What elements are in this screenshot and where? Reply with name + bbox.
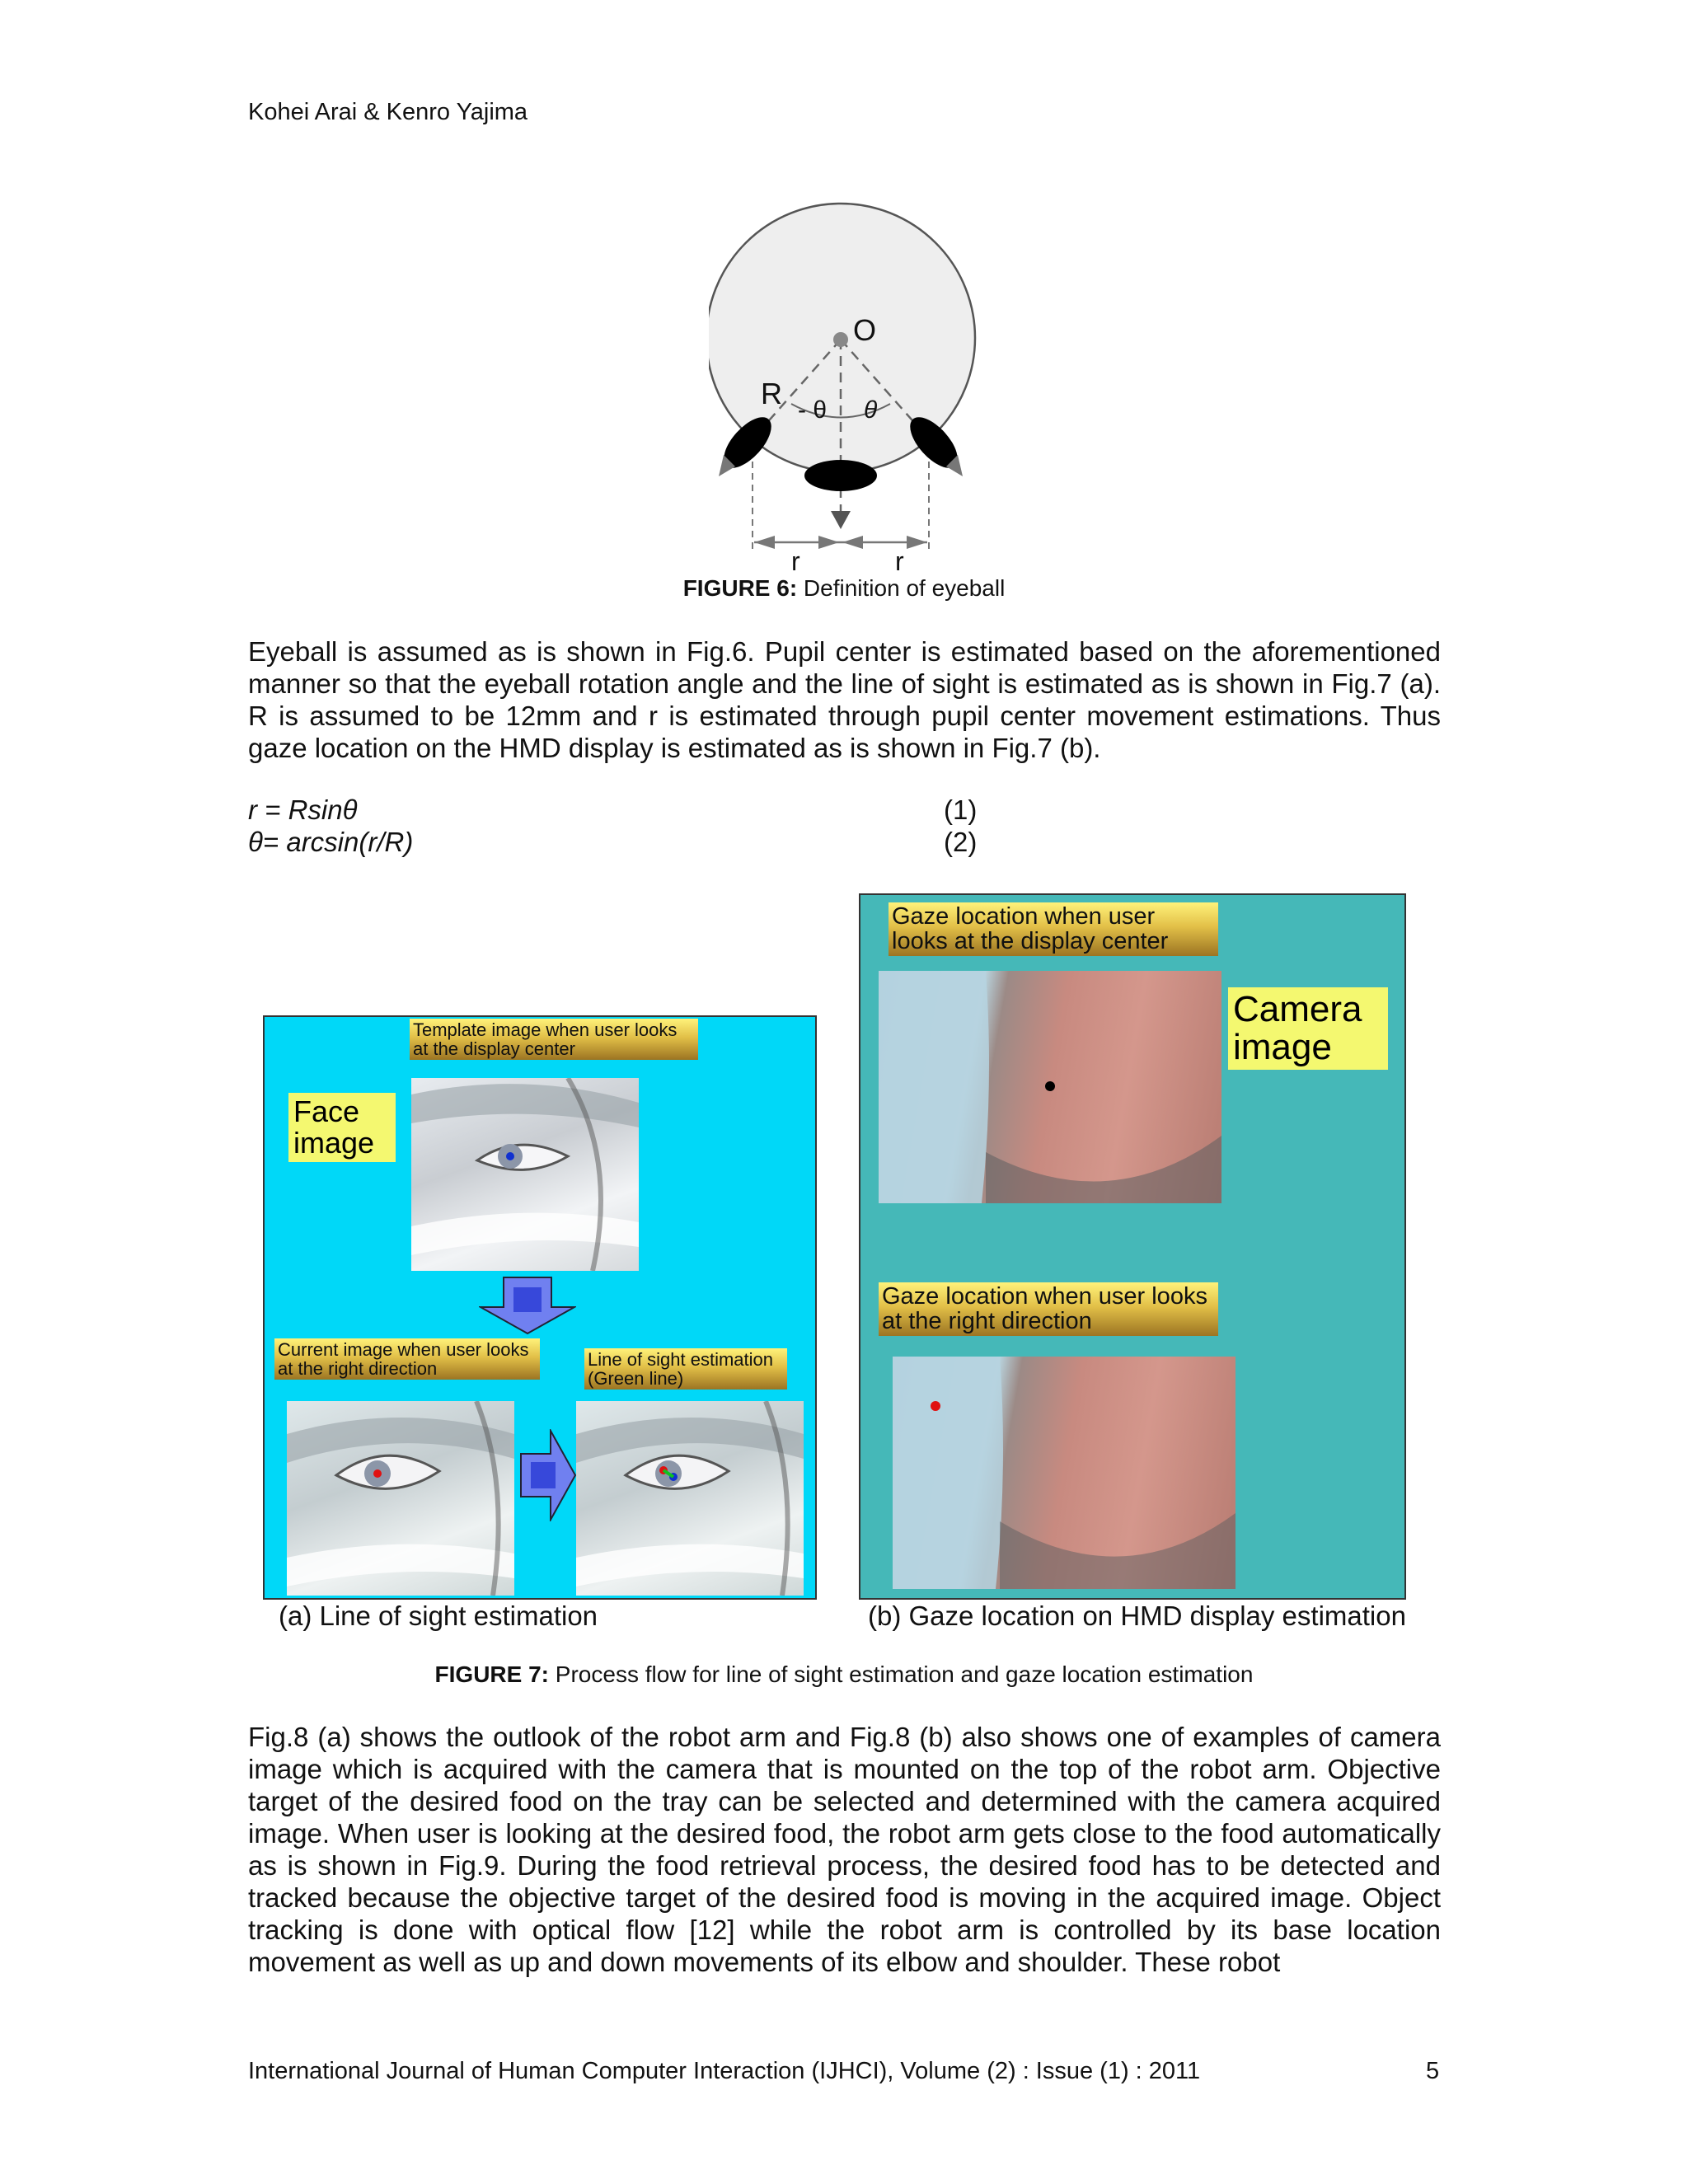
template-eye-photo — [411, 1078, 639, 1271]
figure7-caption: FIGURE 7: Process flow for line of sight estimation and gaze location estimation — [434, 1661, 1254, 1687]
paragraph-robot-arm: Fig.8 (a) shows the outlook of the robot arm and Fig.8 (b) also shows one of examples of camera image which is acquired with the camera that is mounted on the top of the robot arm. Objective target of the desired food on the tray can be selected and determined with the camera acquired image. When user is looking at the desired food, the robot arm gets close to the food automatically as is shown in Fig.9. During the food retrieval process, the desired food has to be detected and tracked because the objective target of the desired food is moving in the acquired image. Object tracking is done with optical flow [12] while the robot arm is controlled by its base location movement as well as up and down movements of its elbow and shoulder. These robot — [248, 1722, 1441, 1977]
right-arrow-icon — [519, 1429, 577, 1521]
page-number: 5 — [1426, 2058, 1440, 2084]
camera-photo-right — [893, 1357, 1236, 1589]
label-r-radius: R — [761, 377, 782, 410]
paragraph-eyeball: Eyeball is assumed as is shown in Fig.6. Pupil center is estimated based on the aforementioned manner so that the eyeball rotation angle and the line of sight is estimated as is shown in Fig.7 (a). R is assumed to be 12mm and r is estimated through pupil center movement estimations. Thus gaze location on the HMD display is estimated as is shown in Fig.7 (b). — [248, 636, 1441, 763]
label-r-left: r — [791, 546, 800, 576]
face-image-label: Face image — [288, 1093, 396, 1162]
r-arrow-mid-left — [818, 536, 839, 549]
equation-1: r = Rsinθ — [248, 794, 358, 825]
gaze-center-label: Gaze location when user looks at the display center — [889, 902, 1218, 956]
label-theta: θ — [864, 396, 878, 424]
pupil-dot-red — [373, 1469, 382, 1478]
figure6-caption: FIGURE 6: Definition of eyeball — [682, 575, 1006, 601]
pupil-center — [804, 460, 877, 491]
r-arrow-mid-right — [842, 536, 863, 549]
label-r-right: r — [895, 546, 904, 576]
current-image-label: Current image when user looks at the right direction — [274, 1338, 540, 1380]
pupil-dot-blue — [506, 1152, 514, 1160]
running-head: Kohei Arai & Kenro Yajima — [248, 99, 528, 125]
line-of-sight-eye-photo — [576, 1401, 804, 1596]
current-eye-photo — [287, 1401, 514, 1596]
line-of-sight-label: Line of sight estimation (Green line) — [584, 1348, 787, 1390]
subcaption-b: (b) Gaze location on HMD display estimation — [868, 1601, 1406, 1631]
center-arrowhead — [831, 511, 851, 529]
eyeball-diagram — [709, 198, 989, 577]
footer-journal: International Journal of Human Computer Interaction (IJHCI), Volume (2) : Issue (1) : 2011 — [248, 2058, 1201, 2084]
subcaption-a: (a) Line of sight estimation — [279, 1601, 598, 1631]
center-point — [833, 332, 848, 347]
equation-2-number: (2) — [944, 827, 978, 857]
camera-image-label: Camera image — [1228, 987, 1388, 1070]
gaze-right-label: Gaze location when user looks at the right direction — [879, 1282, 1218, 1336]
gaze-dot-black — [1045, 1081, 1055, 1091]
camera-photo-center — [879, 971, 1221, 1203]
gaze-dot-red — [931, 1401, 940, 1411]
r-arrow-right — [907, 536, 927, 549]
label-neg-theta: - θ — [798, 396, 828, 424]
equation-1-number: (1) — [944, 794, 978, 825]
template-label: Template image when user looks at the display center — [410, 1019, 698, 1060]
figure7-panel-b — [859, 893, 1406, 1600]
equation-2: θ= arcsin(r/R) — [248, 827, 414, 857]
down-arrow-icon — [479, 1276, 576, 1335]
r-arrow-left — [754, 536, 775, 549]
label-o: O — [853, 313, 877, 347]
figure7-panel-a — [263, 1015, 817, 1600]
